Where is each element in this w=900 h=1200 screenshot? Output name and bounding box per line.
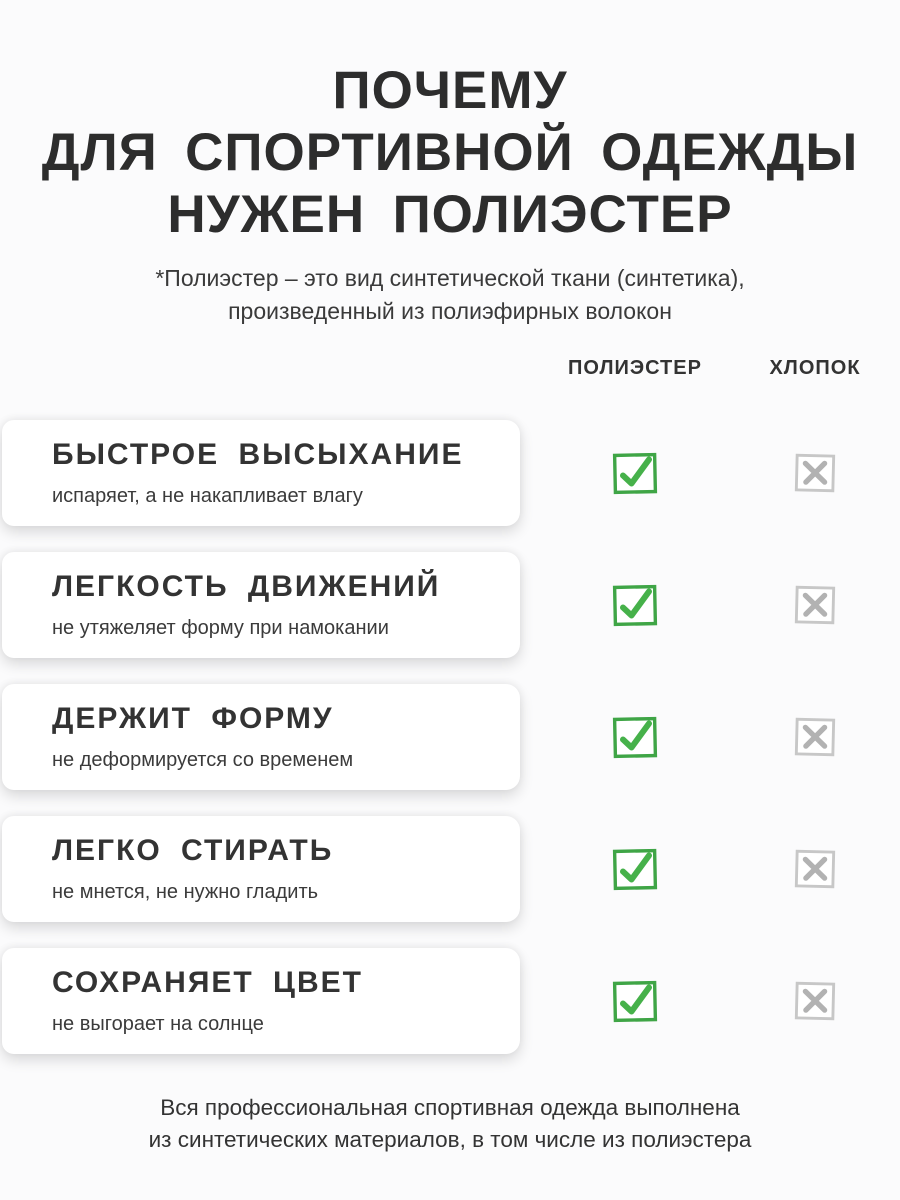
polyester-cell bbox=[520, 579, 750, 631]
feature-description: испаряет, а не накапливает влагу bbox=[52, 485, 363, 508]
feature-title: ДЕРЖИТ ФОРМУ bbox=[52, 702, 334, 736]
feature-title: БЫСТРОЕ ВЫСЫХАНИЕ bbox=[52, 438, 464, 472]
column-header-cotton: ХЛОПОК bbox=[769, 357, 861, 380]
footer-note bbox=[0, 1092, 900, 1155]
cotton-cell bbox=[750, 580, 880, 630]
feature-title: ЛЕГКО СТИРАТЬ bbox=[52, 834, 334, 868]
comparison-row bbox=[0, 684, 900, 790]
feature-description: не выгорает на солнце bbox=[52, 1013, 264, 1036]
feature-description: не мнется, не нужно гладить bbox=[52, 881, 319, 904]
feature-card bbox=[2, 948, 520, 1054]
checkbox-cross-icon bbox=[790, 448, 840, 498]
footer-line: Вся профессиональная спортивная одежда выполнена bbox=[160, 1095, 740, 1121]
feature-description: не деформируется со временем bbox=[52, 749, 354, 772]
polyester-cell bbox=[520, 447, 750, 499]
cotton-cell bbox=[750, 976, 880, 1026]
title-line: ПОЧЕМУ bbox=[332, 61, 568, 120]
feature-card bbox=[2, 552, 520, 658]
subtitle-note bbox=[0, 262, 900, 327]
title-line: НУЖЕН ПОЛИЭСТЕР bbox=[167, 185, 733, 244]
column-header-polyester: ПОЛИЭСТЕР bbox=[568, 357, 702, 380]
subtitle-line: произведенный из полиэфирных волокон bbox=[228, 297, 672, 324]
feature-title: ЛЕГКОСТЬ ДВИЖЕНИЙ bbox=[52, 570, 441, 604]
feature-card bbox=[2, 420, 520, 526]
column-headers bbox=[0, 357, 900, 380]
checkbox-checked-icon bbox=[609, 843, 661, 895]
page-title bbox=[0, 0, 900, 246]
checkbox-checked-icon bbox=[609, 447, 661, 499]
checkbox-checked-icon bbox=[609, 579, 661, 631]
checkbox-cross-icon bbox=[790, 844, 840, 894]
feature-description: не утяжеляет форму при намокании bbox=[52, 617, 389, 640]
cotton-cell bbox=[750, 448, 880, 498]
subtitle-line: *Полиэстер – это вид синтетической ткани (синтетика), bbox=[155, 265, 745, 291]
polyester-cell bbox=[520, 843, 750, 895]
checkbox-checked-icon bbox=[609, 975, 661, 1027]
polyester-cell bbox=[520, 711, 750, 763]
comparison-row bbox=[0, 948, 900, 1054]
comparison-rows bbox=[0, 420, 900, 1054]
feature-card bbox=[2, 816, 520, 922]
title-line: ДЛЯ СПОРТИВНОЙ ОДЕЖДЫ bbox=[41, 123, 859, 182]
comparison-row bbox=[0, 816, 900, 922]
checkbox-cross-icon bbox=[790, 580, 840, 630]
cotton-cell bbox=[750, 712, 880, 762]
checkbox-checked-icon bbox=[609, 711, 661, 763]
feature-title: СОХРАНЯЕТ ЦВЕТ bbox=[52, 966, 363, 1000]
feature-card bbox=[2, 684, 520, 790]
checkbox-cross-icon bbox=[790, 712, 840, 762]
footer-line: из синтетических материалов, в том числе из полиэстера bbox=[148, 1126, 752, 1152]
polyester-cell bbox=[520, 975, 750, 1027]
comparison-row bbox=[0, 552, 900, 658]
comparison-row bbox=[0, 420, 900, 526]
cotton-cell bbox=[750, 844, 880, 894]
checkbox-cross-icon bbox=[790, 976, 840, 1026]
header bbox=[0, 0, 900, 327]
